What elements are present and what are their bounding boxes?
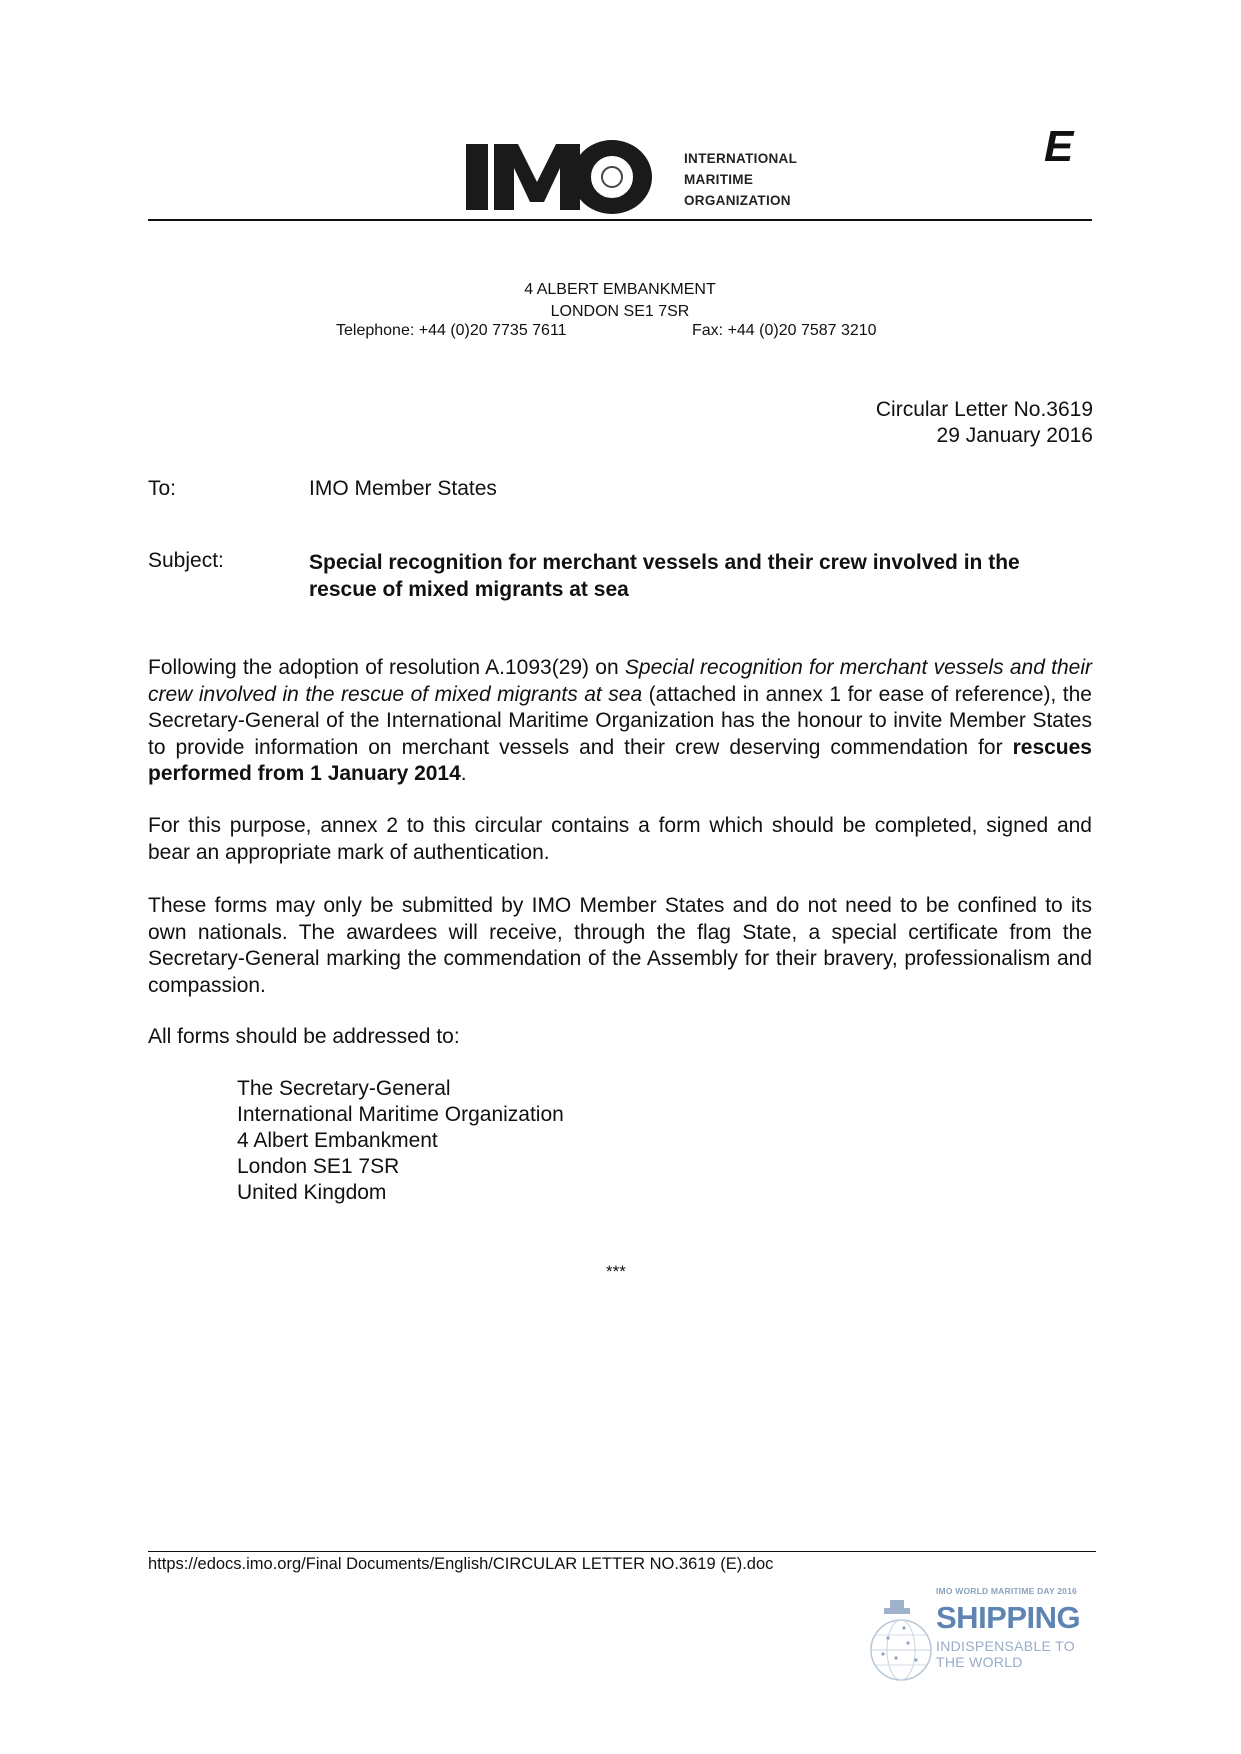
logo-letter-m [494, 144, 580, 210]
footer-divider [148, 1551, 1096, 1552]
address-line-1: 4 ALBERT EMBANKMENT [524, 281, 716, 298]
logo-org-name: INTERNATIONAL MARITIME ORGANIZATION [684, 151, 798, 208]
p1-text-a: Following the adoption of resolution A.1093(29) on [148, 656, 625, 679]
recipient-line: The Secretary-General [237, 1077, 451, 1100]
circular-number: Circular Letter No.3619 [875, 398, 1093, 421]
imo-logo [466, 140, 821, 214]
globe-ship-icon [868, 1598, 938, 1684]
paragraph-4: All forms should be addressed to: [148, 1025, 460, 1048]
recipient-address [237, 1076, 564, 1206]
badge-title: SHIPPING [936, 1600, 1081, 1635]
subject-value: Special recognition for merchant vessels and their crew involved in the rescue of mixed migrants at sea [309, 551, 1020, 601]
subject-label: Subject: [148, 549, 224, 572]
recipient-line: 4 Albert Embankment [237, 1129, 438, 1152]
logo-emblem-o [572, 140, 652, 214]
recipient-line: United Kingdom [237, 1181, 387, 1204]
recipient-line: London SE1 7SR [237, 1155, 400, 1178]
badge-caption: IMO WORLD MARITIME DAY 2016 [936, 1586, 1077, 1596]
recipient-line: International Maritime Organization [237, 1103, 564, 1126]
paragraph-1 [148, 655, 1092, 788]
section-separator: *** [606, 1262, 626, 1281]
fax: Fax: +44 (0)20 7587 3210 [692, 322, 877, 339]
paragraph-3: These forms may only be submitted by IMO Member States and do not need to be confined to its own nationals. The awardees will receive, through the flag State, a special certificate from the Secretary-General marking the commendation of the Assembly for their bravery, professionalism and compassion. [148, 894, 1092, 997]
logo-letter-i [466, 144, 488, 210]
circular-date: 29 January 2016 [936, 424, 1093, 447]
document-path: https://edocs.imo.org/Final Documents/English/CIRCULAR LETTER NO.3619 (E).doc [148, 1555, 774, 1573]
to-label: To: [148, 477, 177, 500]
world-maritime-day-badge [868, 1578, 1094, 1694]
to-value: IMO Member States [309, 477, 497, 500]
p1-rescue-date: rescues performed from 1 January 2014 [148, 735, 1092, 785]
imo-emblem-icon [589, 154, 635, 200]
p1-text-b: (attached in annex 1 for ease of reference), the Secretary-General of the International Maritime Organization has the honour to invite Member States to provide information on merchant vessels and their crew deserving commendation for [148, 682, 1092, 759]
language-mark: E [1044, 122, 1074, 171]
telephone: Telephone: +44 (0)20 7735 7611 [336, 322, 567, 339]
header-divider [148, 219, 1092, 221]
p1-text-end: . [460, 762, 467, 785]
p1-resolution-title: Special recognition for merchant vessels and their crew involved in the rescue of mixed migrants at sea [148, 656, 1092, 706]
address-line-2: LONDON SE1 7SR [550, 303, 690, 320]
paragraph-2: For this purpose, annex 2 to this circular contains a form which should be completed, signed and bear an appropriate mark of authentication. [148, 814, 1092, 864]
badge-subtitle: INDISPENSABLE TO THE WORLD [936, 1638, 1075, 1670]
